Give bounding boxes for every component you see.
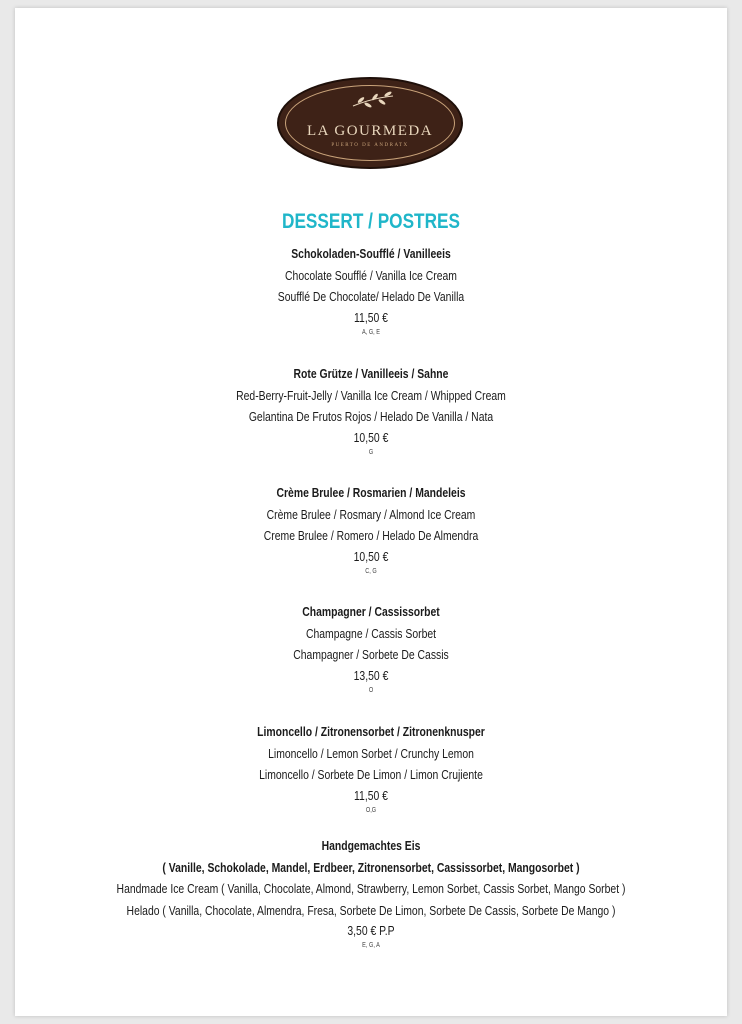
item-price: 11,50 €	[354, 787, 388, 803]
item-name-en: Crème Brulee / Rosmary / Almond Ice Cream	[266, 506, 476, 522]
item-name-en: Limoncello / Lemon Sorbet / Crunchy Lemon	[268, 745, 474, 761]
item-allergens: C, G	[365, 567, 377, 575]
menu-item	[15, 482, 727, 577]
item-name-en: Handmade Ice Cream ( Vanilla, Chocolate, Almond, Strawberry, Lemon Sorbet, Cassis Sorbet, Mango Sorbet )	[116, 881, 626, 896]
item-name-en: Chocolate Soufflé / Vanilla Ice Cream	[285, 267, 457, 283]
item-name-de: Crème Brulee / Rosmarien / Mandeleis	[276, 485, 466, 500]
item-price: 3,50 € P.P	[347, 923, 395, 938]
item-allergens: O	[368, 686, 374, 694]
item-allergens: G	[368, 448, 374, 456]
item-name-de: Champagner / Cassissorbet	[302, 604, 440, 619]
section-title: DESSERT / POSTRES	[282, 210, 460, 233]
menu-item	[15, 363, 727, 458]
item-name-es: Creme Brulee / Romero / Helado De Almendra	[263, 528, 479, 543]
logo-name: LA GOURMEDA	[306, 123, 434, 139]
item-name-es: Soufflé De Chocolate/ Helado De Vanilla	[277, 289, 465, 304]
item-allergens: O,G	[365, 806, 377, 814]
logo-subtitle: PUERTO DE ANDRATX	[331, 143, 409, 148]
item-name-de: Rote Grütze / Vanilleeis / Sahne	[293, 366, 449, 381]
item-name-en: Champagne / Cassis Sorbet	[305, 625, 437, 641]
menu-page	[15, 8, 727, 1016]
olive-branch-icon	[351, 90, 395, 112]
item-flavors-de: ( Vanille, Schokolade, Mandel, Erdbeer, Zitronensorbet, Cassissorbet, Mangosorbet )	[162, 859, 580, 875]
item-price: 10,50 €	[353, 429, 389, 445]
item-name-es: Limoncello / Sorbete De Limon / Limon Crujiente	[259, 767, 483, 782]
item-name-de: Limoncello / Zitronensorbet / Zitronenknusper	[257, 724, 485, 739]
menu-item	[15, 243, 727, 338]
menu-item	[15, 721, 727, 816]
item-allergens: A, G, E	[361, 328, 381, 336]
item-price: 13,50 €	[353, 667, 389, 683]
menu-item	[15, 601, 727, 696]
menu-item-ice-cream	[15, 835, 727, 951]
item-price: 10,50 €	[353, 548, 389, 564]
item-name-en: Red-Berry-Fruit-Jelly / Vanilla Ice Cream / Whipped Cream	[236, 387, 506, 403]
restaurant-logo	[279, 79, 461, 167]
item-name-es: Champagner / Sorbete De Cassis	[293, 647, 449, 662]
item-name-es: Gelantina De Frutos Rojos / Helado De Vanilla / Nata	[248, 409, 494, 424]
item-name-de: Handgemachtes Eis	[321, 838, 421, 853]
item-name-de: Schokoladen-Soufflé / Vanilleeis	[291, 246, 451, 261]
item-price: 11,50 €	[354, 309, 388, 325]
item-allergens: E, G, A	[362, 942, 380, 949]
item-name-es: Helado ( Vanilla, Chocolate, Almendra, Fresa, Sorbete De Limon, Sorbete De Cassis, Sorbete De Mango )	[126, 902, 616, 918]
